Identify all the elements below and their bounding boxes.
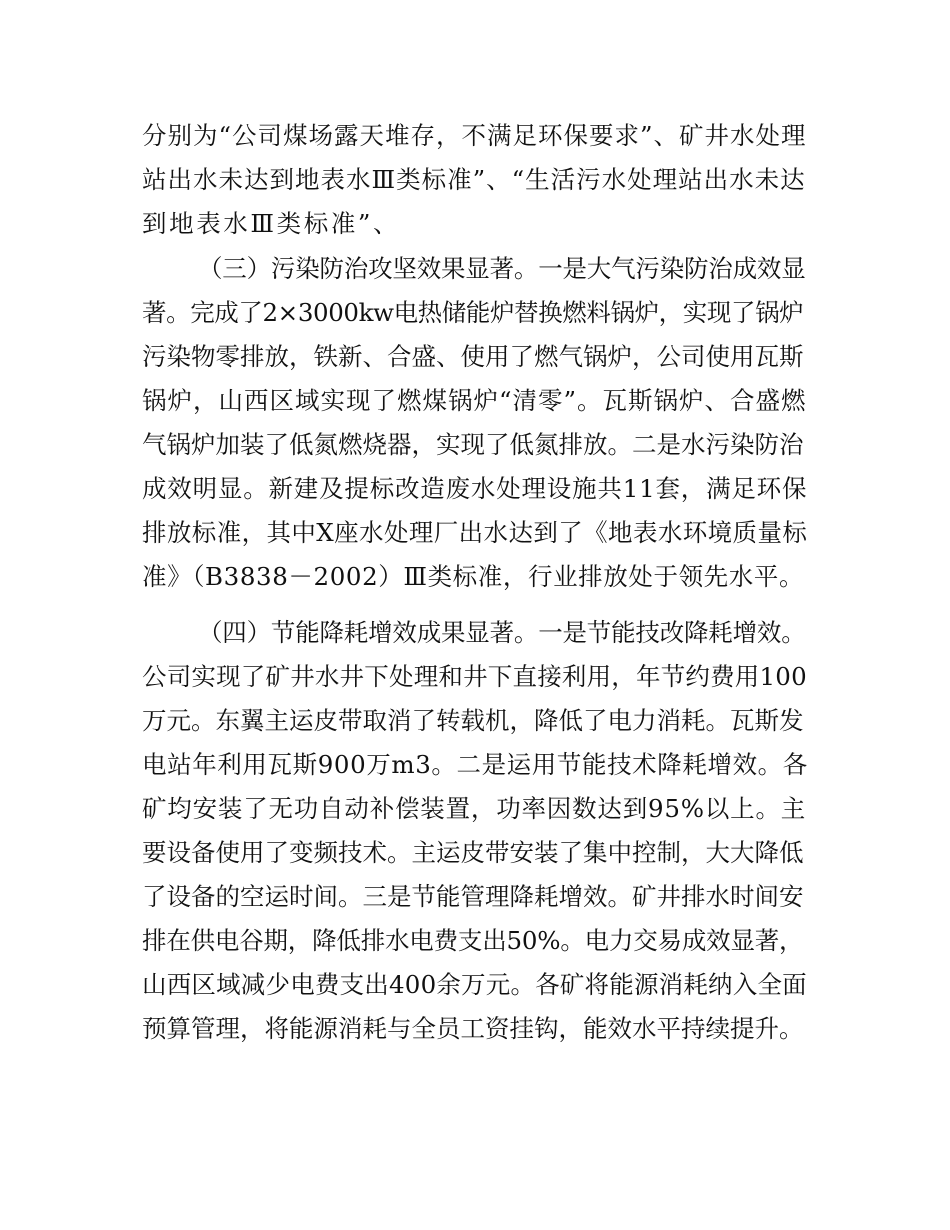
text-line: 站出水未达到地表水Ⅲ类标准”、“生活污水处理站出水未达 — [142, 165, 806, 194]
text-line: 要设备使用了变频技术。主运皮带安装了集中控制，大大降低 — [142, 838, 804, 867]
text-line: 矿均安装了无功自动补偿装置，功率因数达到95%以上。主 — [142, 794, 807, 823]
text-line: 气锅炉加装了低氮燃烧器，实现了低氮排放。二是水污染防治 — [142, 430, 804, 459]
text-line: 污染物零排放，铁新、合盛、使用了燃气锅炉，公司使用瓦斯 — [142, 342, 804, 371]
text-line: 锅炉，山西区域实现了燃煤锅炉“清零”。瓦斯锅炉、合盛燃 — [142, 386, 807, 415]
text-line: 电站年利用瓦斯900万m3。二是运用节能技术降耗增效。各 — [142, 750, 808, 779]
text-line: 著。完成了2×3000kw电热储能炉替换燃料锅炉，实现了锅炉 — [142, 298, 804, 327]
paragraph-4-first-line: （四）节能降耗增效成果显著。一是节能技改降耗增效。 — [198, 618, 806, 647]
text-line: 分别为“公司煤场露天堆存，不满足环保要求”、矿井水处理 — [142, 121, 807, 150]
text-line: 成效明显。新建及提标改造废水处理设施共11套，满足环保 — [142, 474, 808, 503]
paragraph-3-first-line: （三）污染防治攻坚效果显著。一是大气污染防治成效显 — [198, 254, 806, 283]
text-line: 公司实现了矿井水井下处理和井下直接利用，年节约费用100 — [142, 662, 807, 691]
text-line: 山西区域减少电费支出400余万元。各矿将能源消耗纳入全面 — [142, 970, 807, 999]
text-line: 排在供电谷期，降低排水电费支出50%。电力交易成效显著， — [142, 926, 804, 955]
text-line: 排放标准，其中X座水处理厂出水达到了《地表水环境质量标 — [142, 518, 808, 547]
text-line: 了设备的空运时间。三是节能管理降耗增效。矿井排水时间安 — [142, 882, 804, 911]
text-line: 到地表水Ⅲ类标准”、 — [142, 209, 401, 238]
text-line: 预算管理，将能源消耗与全员工资挂钩，能效水平持续提升。 — [142, 1014, 804, 1043]
text-line: 准》（B3838－2002）Ⅲ类标准，行业排放处于领先水平。 — [142, 562, 805, 591]
text-line: 万元。东翼主运皮带取消了转载机，降低了电力消耗。瓦斯发 — [142, 706, 804, 735]
